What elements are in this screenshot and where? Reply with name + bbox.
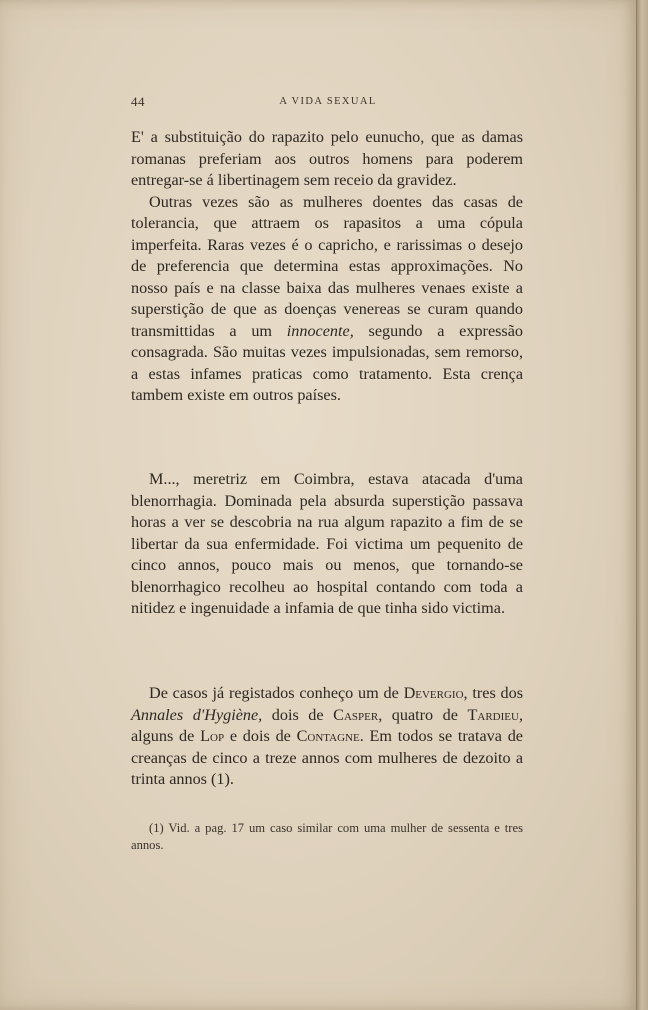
footnote-text: (1) Vid. a pag. 17 um caso similar com uma mulher de sessenta e tres annos. [131,821,523,852]
author-devergio: Devergio [403,684,464,702]
paragraph-eunucho [131,127,523,192]
paragraph-eunucho-text: E' a substituição do rapazito pelo eunucho, que as damas romanas preferiam aos outros homens para poderem entregar-se á libertinagem sem receio da gravidez. [131,128,523,189]
journal-annales: Annales d'Hygiène, [131,705,263,724]
case-paragraph-block [131,469,523,620]
running-title: A VIDA SEXUAL [279,96,377,107]
author-casper: Casper [333,705,379,724]
page-fore-edge [636,0,648,1010]
page-number: 44 [131,94,145,109]
innocente-italic: innocente, [286,321,354,340]
author-contagne: Contagne [296,727,360,745]
paragraph-superstition [131,192,523,407]
author-lop: Lop [200,727,225,745]
cases-text-7: . Em todos se tratava de creanças de cinco a treze annos com mulheres de dezoito a trinta annos (1). [131,727,523,788]
opening-paragraphs [131,127,523,407]
cases-text-5: , alguns de [131,705,524,745]
author-tardieu: Tardieu [467,705,519,724]
paragraph-superstition-text-a: Outras vezes são as mulheres doentes das casas de tolerancia, que attraem os rapasitos a uma cópula imperfeita. Raras vezes é o capricho, e rarissimas o desejo de preferencia que determina estas approximações. No nosso país e na classe baixa das mulheres venaes existe a superstição de que as doenças venereas se curam quando transmittidas a um [131,192,523,340]
paragraph-registered-cases [131,683,523,791]
footnote [131,820,523,854]
paragraph-case-coimbra [131,469,523,620]
references-paragraph-block [131,683,523,791]
cases-text-2: , tres dos [463,684,524,702]
running-head [131,94,525,110]
cases-text-1: De casos já registados conheço um de [149,684,404,702]
cases-text-3: dois de [262,705,334,724]
cases-text-6: e dois de [224,727,297,745]
paragraph-case-coimbra-text: M..., meretriz em Coimbra, estava atacada d'uma blenorrhagia. Dominada pela absurda superstição passava horas a ver se descobria na rua algum rapazito a fim de se libertar da sua enfermidade. Foi victima um pequenito de cinco annos, pouco mais ou menos, que tornando-se blenorrhagico recolheu ao hospital contando com toda a nitidez e ingenuidade a infamia de que tinha sido victima. [131,470,523,617]
cases-text-4: , quatro de [378,705,468,724]
paragraph-superstition-text-b: segundo a expressão consagrada. São muitas vezes impulsionadas, sem remorso, a estas infames praticas como tratamento. Esta crença tambem existe em outros países. [131,321,524,404]
